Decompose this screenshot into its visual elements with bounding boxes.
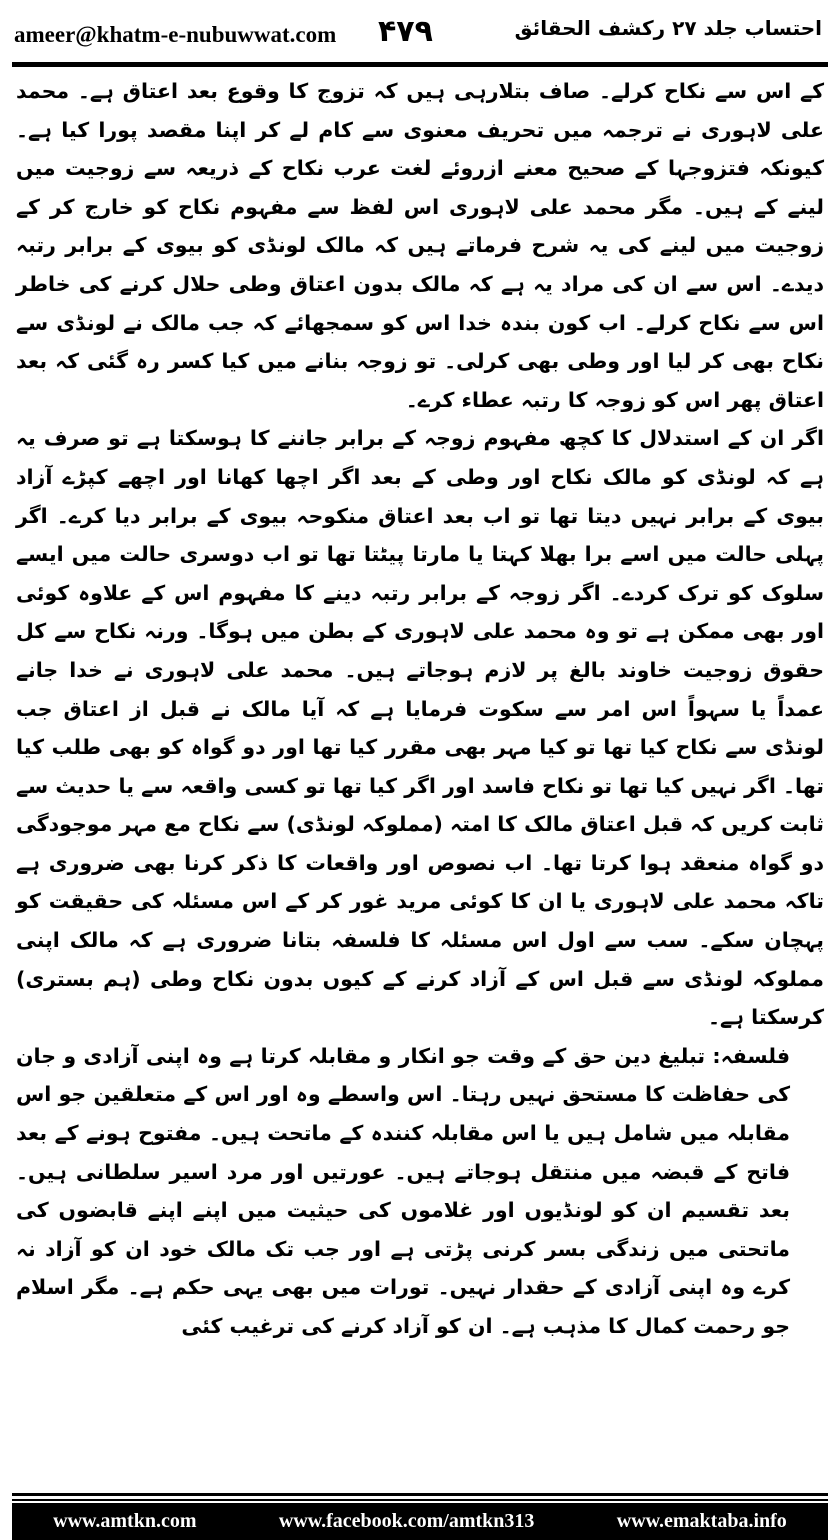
page-number: ۴۷۹: [378, 14, 433, 49]
paragraph-2: اگر ان کے استدلال کا کچھ مفہوم زوجہ کے برابر جاننے کا ہوسکتا ہے تو صرف یہ ہے کہ لونڈی کو مالک نکاح اور وطی کے بعد اگر اچھا کھانا اور اچھے کپڑے آزاد بیوی کے برابر نہیں دیتا تھا تو اب بعد اعتاق منکوحہ بیوی کے برابر دیا کرے۔ اگر پہلی حالت میں اسے برا بھلا کہتا یا مارتا پیٹتا تھا تو اب دوسری حالت میں ایسے سلوک کو ترک کردے۔ اگر زوجہ کے برابر رتبہ دینے کا مفہوم اس کے علاوہ کوئی اور بھی ممکن ہے تو وہ محمد علی لاہوری کے بطن میں ہوگا۔ ورنہ نکاح سے کل حقوق زوجیت خاوند بالغ پر لازم ہوجاتے ہیں۔ محمد علی لاہوری نے خدا جانے عمداً یا سہواً اس امر سے سکوت فرمایا ہے کہ آیا مالک نے قبل از اعتاق جب لونڈی سے نکاح کیا تھا تو کیا مہر بھی مقرر کیا تھا اور دو گواہ کو بھی طلب کیا تھا۔ اگر نہیں کیا تھا تو نکاح فاسد اور اگر کیا تھا تو کسی واقعہ سے یا حدیث سے ثابت کریں کہ قبل اعتاق مالک کا امتہ (مملوکہ لونڈی) سے نکاح مع مہر موجودگی دو گواہ منعقد ہوا کرتا تھا۔ اب نصوص اور واقعات کا ذکر کرنا بھی ضروری ہے تاکہ محمد علی لاہوری یا ان کا کوئی مرید غور کر کے اس مسئلہ کی حقیقت کو پہچان سکے۔ سب سے اول اس مسئلہ کا فلسفہ بتانا ضروری ہے کہ مالک اپنی مملوکہ لونڈی سے قبل اس کے آزاد کرنے کے کیوں بدون نکاح وطی (ہم بستری) کرسکتا ہے۔: [16, 426, 824, 1030]
header-email: ameer@khatm-e-nubuwwat.com: [14, 22, 337, 47]
footer-link-facebook[interactable]: www.facebook.com/amtkn313: [278, 1510, 535, 1532]
paragraph-1: کے اس سے نکاح کرلے۔ صاف بتلارہی ہیں کہ تزوج کا وقوع بعد اعتاق ہے۔ محمد علی لاہوری نے ترجمہ میں تحریف معنوی سے کام لے کر اپنا مقصد پورا کیا ہے۔ کیونکہ فتزوجہا کے صحیح معنے ازروئے لغت عرب نکاح کے ذریعہ سے زوجیت میں لینے کے ہیں۔ مگر محمد علی لاہوری اس لفظ سے مفہوم نکاح کو خارج کر کے زوجیت میں لینے کی یہ شرح فرماتے ہیں کہ مالک لونڈی کو بیوی کے برابر رتبہ دیدے۔ اس سے ان کی مراد یہ ہے کہ مالک بدون اعتاق وطی حلال کرنے کی خاطر اس سے نکاح کرلے۔ اب کون بندہ خدا اس کو سمجھائے کہ جب مالک نے لونڈی سے نکاح بھی کر لیا اور وطی بھی کرلی۔ تو زوجہ بنانے میں کیا کسر رہ گئی کہ بعد اعتاق پھر اس کو زوجہ کا رتبہ عطاء کرے۔: [16, 79, 824, 412]
footer-link-amtkn[interactable]: www.amtkn.com: [53, 1510, 197, 1532]
page-body: [16, 72, 824, 1346]
footer-link-emaktaba[interactable]: www.emaktaba.info: [616, 1510, 787, 1532]
footer-bar: [12, 1503, 828, 1540]
footer-rule-thin: [12, 1499, 828, 1501]
footer-rule-thick: [12, 1493, 828, 1496]
paragraph-3: فلسفہ: تبلیغ دین حق کے وقت جو انکار و مقابلہ کرتا ہے وہ اپنی آزادی و جان کی حفاظت کا مستحق نہیں رہتا۔ اس واسطے وہ اور اس کے متعلقین جو اس مقابلہ میں شامل ہیں یا اس مقابلہ کنندہ کے ماتحت ہیں۔ مفتوح ہونے کے بعد فاتح کے قبضہ میں منتقل ہوجاتے ہیں۔ عورتیں اور مرد اسیر سلطانی ہیں۔ بعد تقسیم ان کو لونڈیوں اور غلاموں کی حیثیت میں اپنے اپنے قابضوں کی ماتحتی میں زندگی بسر کرنی پڑتی ہے اور جب تک مالک خود ان کو آزاد نہ کرے وہ اپنی آزادی کے حقدار نہیں۔ تورات میں بھی یہی حکم ہے۔ مگر اسلام جو رحمت کمال کا مذہب ہے۔ ان کو آزاد کرنے کی ترغیب کئی: [16, 1043, 790, 1338]
page-header: [0, 0, 840, 64]
book-title: احتساب جلد ۲۷ رکشف الحقائق: [514, 16, 822, 40]
header-rule: [12, 62, 828, 67]
